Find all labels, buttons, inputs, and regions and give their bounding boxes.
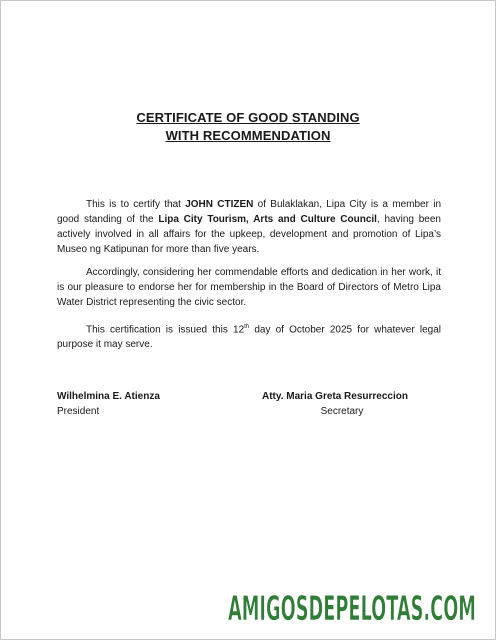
p1-text-3: , having been actively involved in all affairs for the upkeep, development and promotion of Lipa’s Museo ng Katipunan for more than five years. [57,214,441,255]
paragraph-endorsement [57,265,441,310]
certificate-title [0,109,496,145]
title-line-2: WITH RECOMMENDATION [165,128,331,143]
member-name: JOHN CTIZEN [185,199,254,210]
paragraph-issuance [57,320,441,352]
watermark-logo [228,586,478,630]
p3-text-1: This certification is issued this 12 [86,324,245,336]
p1-text-2: of Bulaklakan, Lipa City is a member in good standing of the [57,199,442,225]
signatory-secretary [262,389,422,419]
day-suffix: th [244,324,250,330]
signatory-president [57,389,160,419]
secretary-name: Atty. Maria Greta Resurreccion [262,391,408,402]
president-name: Wilhelmina E. Atienza [57,391,160,402]
p2-text: Accordingly, considering her commendable efforts and dedication in her work, it is our pleasure to endorse her for membership in the Board of Directors of Metro Lipa Water District representing the civic sector. [57,267,441,308]
p1-text-1: This is to certify that [86,199,186,210]
p3-text-2: day of October 2025 for whatever legal purpose it may serve. [57,324,442,351]
council-name: Lipa City Tourism, Arts and Culture Council [158,214,377,225]
secretary-title: Secretary [320,406,364,417]
president-title: President [57,406,100,417]
watermark-text: AMIGOSDEPELOTAS.COM [228,589,476,629]
paragraph-certification [57,197,441,257]
title-line-1: CERTIFICATE OF GOOD STANDING [136,110,360,125]
